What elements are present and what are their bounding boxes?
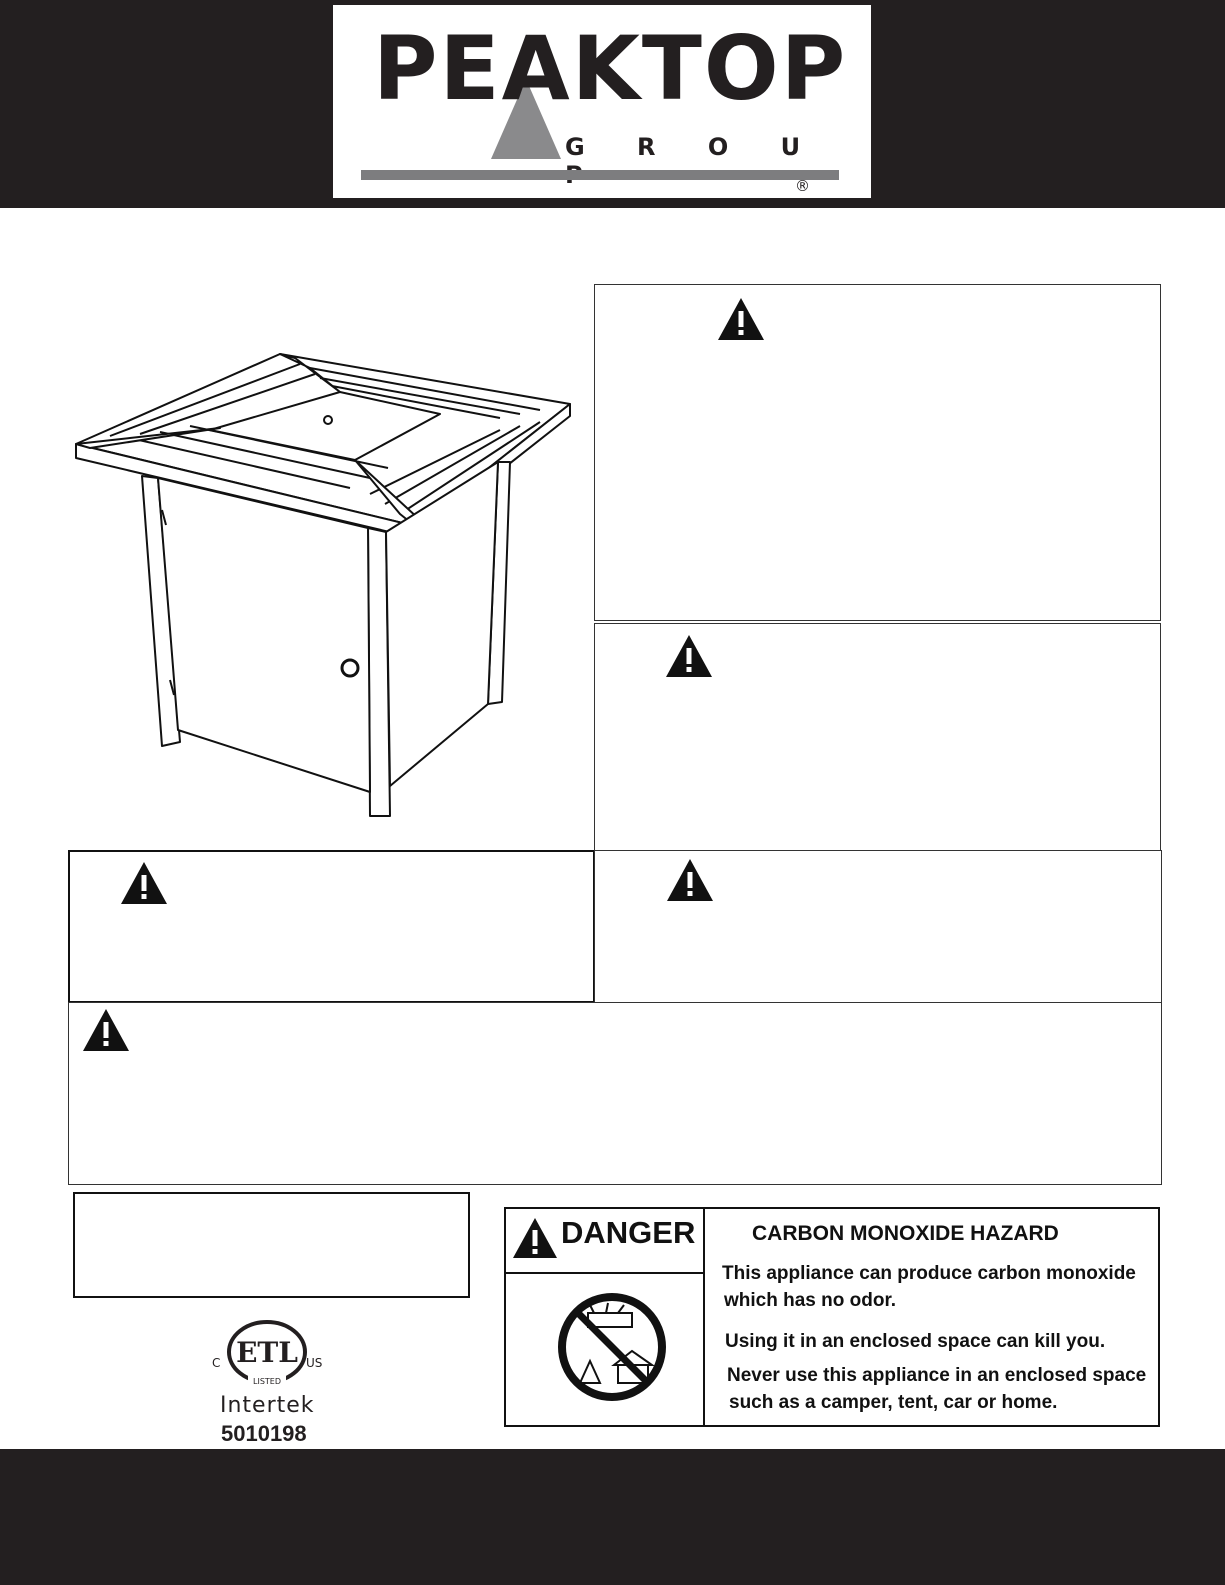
hazard-title: CARBON MONOXIDE HAZARD [752,1222,1059,1245]
warning-box-middle-right [594,623,1161,851]
brand-sub: G R O U [565,133,823,161]
hazard-line: This appliance can produce carbon monoxide [722,1263,1136,1284]
danger-divider [703,1209,705,1425]
logo-bar [361,170,839,180]
cert-number: 5010198 [221,1421,307,1446]
warning-box-top-right [594,284,1161,621]
danger-label [504,1207,1160,1427]
etl-listed-mark [210,1320,325,1392]
brand-name: PEAKTOP [373,17,848,120]
fire-table-illustration [70,350,580,830]
hazard-line: such as a camper, tent, car or home. [729,1392,1058,1413]
warning-triangle-icon [120,861,168,905]
warning-box-right [594,850,1162,1003]
blank-info-box [73,1192,470,1298]
warning-triangle-icon [82,1008,130,1052]
hazard-line: Never use this appliance in an enclosed space [727,1365,1147,1386]
warning-triangle-icon [717,297,765,341]
danger-divider [506,1272,703,1274]
etl-mark-text: ETL [236,1336,298,1369]
brand-logo [333,5,871,198]
warning-triangle-icon [665,634,713,678]
footer-band [0,1449,1225,1585]
etl-mark-bottom: LISTED [253,1377,281,1386]
hazard-line: which has no odor. [724,1290,897,1311]
warning-triangle-icon [512,1217,558,1259]
warning-triangle-icon [666,858,714,902]
cert-brand: Intertek [220,1393,315,1418]
warning-box-wide [68,1002,1162,1185]
etl-mark-left: C [212,1356,221,1370]
hazard-line: Using it in an enclosed space can kill you. [725,1331,1106,1352]
etl-mark-right: US [306,1356,323,1370]
registered-mark: ® [795,177,810,195]
danger-signal-word: DANGER [561,1215,696,1250]
no-indoor-use-icon [556,1289,668,1405]
warning-box-left [68,850,595,1003]
